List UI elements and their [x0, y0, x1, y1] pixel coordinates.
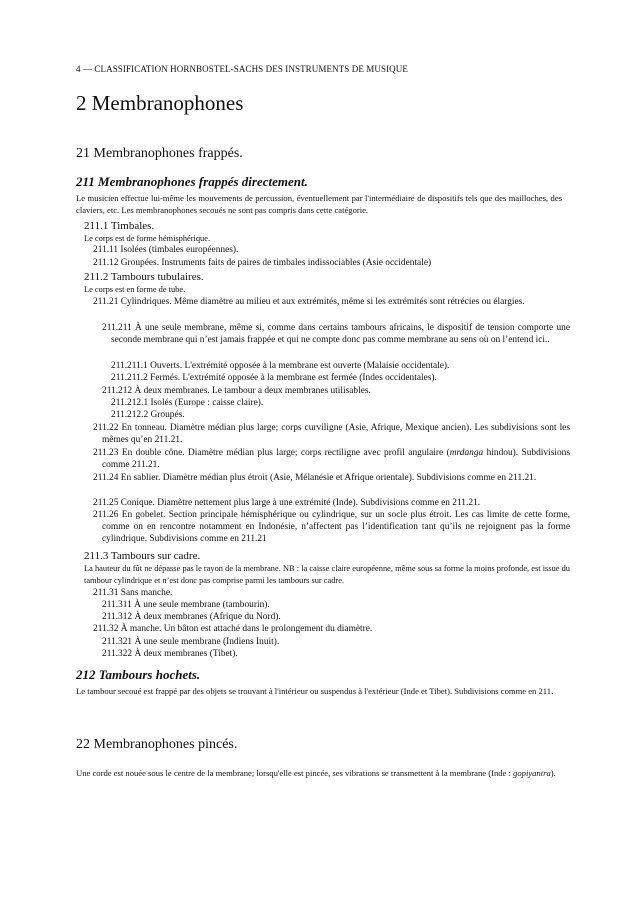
section-211-description: Le musicien effectue lui-même les mouvements de percussion, éventuellement par l'intermédiaire de dispositifs tels que des mailloches, des claviers, etc. Les membranophones secoués ne sont pas compris dans cette catégorie.	[76, 193, 562, 215]
section-22-title: 22 Membranophones pincés.	[76, 737, 238, 752]
entry-211-31: 211.31 Sans manche.	[93, 588, 173, 598]
entry-211-21: 211.21 Cylindriques. Même diamètre au milieu et aux extrémités, même si les extrémités sont rétrécies ou élargies.	[93, 297, 525, 307]
section-22-description-text: Une corde est nouée sous le centre de la membrane; lorsqu'elle est pincée, ses vibrations se transmettent à la membrane (Inde :	[76, 768, 514, 778]
entry-211-312: 211.312 À deux membranes (Afrique du Nord).	[102, 612, 281, 622]
entry-211-322: 211.322 À deux membranes (Tibet).	[102, 649, 238, 659]
entry-211-211-1: 211.211.1 Ouverts. L'extrémité opposée à la membrane est ouverte (Malaisie occidentale).	[111, 361, 450, 371]
entry-211-23-term: mrdanga	[449, 448, 484, 458]
entry-211-311: 211.311 À une seule membrane (tambourin).	[102, 600, 270, 610]
entry-211-212-1: 211.212.1 Isolés (Europe : caisse claire).	[111, 398, 264, 408]
running-header: 4 — CLASSIFICATION HORNBOSTEL-SACHS DES INSTRUMENTS DE MUSIQUE	[76, 64, 408, 74]
entry-211-11: 211.11 Isolées (timbales européennes).	[93, 245, 239, 255]
entry-211-212: 211.212 À deux membranes. Le tambour a deux membranes utilisables.	[102, 386, 371, 396]
entry-211-12: 211.12 Groupées. Instruments faits de paires de timbales indissociables (Asie occidentale)	[93, 258, 432, 268]
chapter-title: 2 Membranophones	[76, 91, 244, 115]
entry-211-2-note: Le corps est en forme de tube.	[84, 285, 186, 294]
section-212-description: Le tambour secoué est frappé par des objets se trouvant à l'intérieur ou suspendus à l'extérieur (Inde et Tibet). Subdivisions comme en 211.	[76, 686, 554, 696]
section-22-description	[76, 767, 562, 779]
section-211-title: 211 Membranophones frappés directement.	[76, 174, 308, 189]
section-212-title: 212 Tambours hochets.	[76, 667, 201, 682]
entry-211-23-text: 211.23 En double cône. Diamètre médian plus large; corps rectiligne avec profil angulaire (	[93, 448, 450, 458]
entry-211-24: 211.24 En sablier. Diamètre médian plus étroit (Asie, Mélanésie et Afrique orientale). Subdivisions comme en 211.21.	[93, 473, 537, 483]
entry-211-25: 211.25 Conique. Diamètre nettement plus large à une extrémité (Inde). Subdivisions comme en 211.21.	[93, 498, 481, 508]
entry-211-2-title: 211.2 Tambours tubulaires.	[84, 271, 204, 283]
entry-211-3-title: 211.3 Tambours sur cadre.	[84, 550, 201, 562]
entry-211-1-note: Le corps est de forme hémisphérique.	[84, 234, 211, 243]
entry-211-321: 211.321 À une seule membrane (Indiens Inuit).	[102, 637, 280, 647]
entry-211-23	[93, 447, 570, 471]
section-21-title: 21 Membranophones frappés.	[76, 146, 243, 161]
entry-211-212-2: 211.212.2 Groupés.	[111, 410, 185, 420]
entry-211-211-2: 211.211.2 Fermés. L'extrémité opposée à la membrane est fermée (Indes occidentales).	[111, 373, 437, 383]
entry-211-3-note: La hauteur du fût ne dépasse pas le rayon de la membrane. NB : la caisse claire européenne, même sous sa forme la moins profonde, est issue du tambour cylindrique et n’est donc pas comprise parmi les tambours sur cadre.	[84, 564, 570, 585]
section-22-term: gopiyantra	[513, 768, 551, 778]
entry-211-26: 211.26 En gobelet. Section principale hémisphérique ou cylindrique, sur un socle plus étroit. Les cas limite de cette forme, comme on en rencontre notamment en Indonésie, n’affectent pas l’identification tant qu’ils ne rejoignent pas la forme cylindrique. Subdivisions comme en 211.21	[93, 510, 570, 544]
entry-211-22: 211.22 En tonneau. Diamètre médian plus large; corps curviligne (Asie, Afrique, Mexique ancien). Les subdivisions sont les mêmes qu’en 211.21.	[93, 423, 570, 445]
entry-211-1-title: 211.1 Timbales.	[84, 220, 155, 232]
section-22-description-tail: ).	[550, 768, 556, 778]
entry-211-32: 211.32 À manche. Un bâton est attaché dans le prolongement du diamètre.	[93, 624, 373, 634]
entry-211-211: 211.211 À une seule membrane, même si, comme dans certains tambours africains, le dispositif de tension comporte une seconde membrane qui n’est jamais frappée et qui ne compte donc pas comme membrane au sens où on l’entend ici..	[102, 323, 570, 345]
entry-211-23-tail: hindou). Subdivisions comme 211.21.	[102, 448, 570, 470]
